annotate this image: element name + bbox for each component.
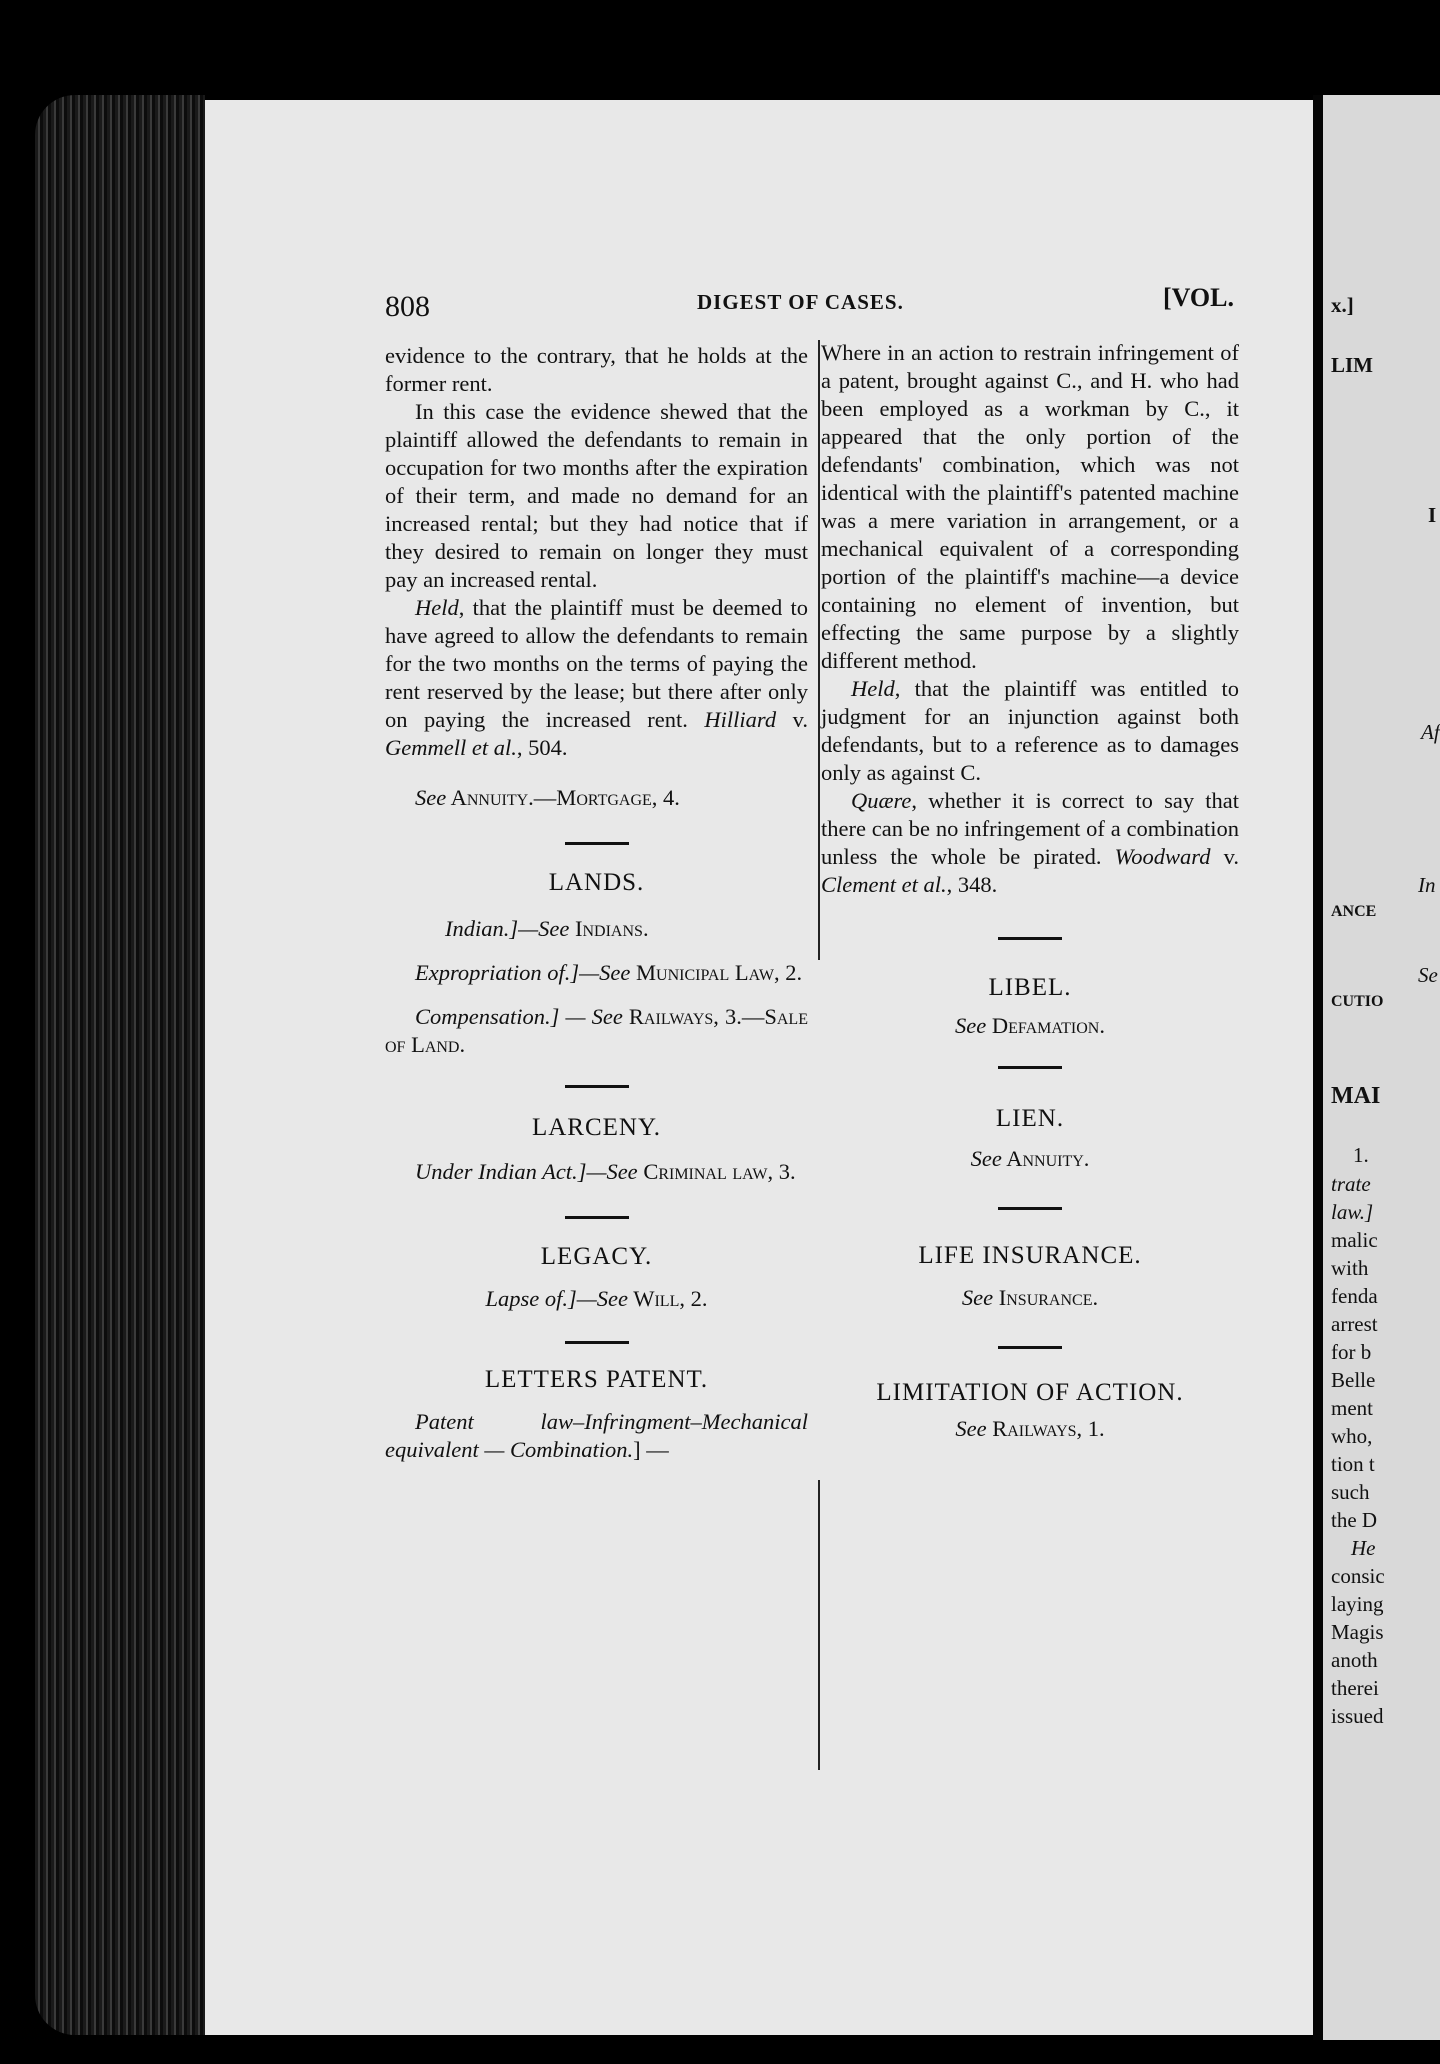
paragraph-text: , that the plaintiff was entitled to judgment for an injunction against both defendants, but to a reference as to damages only as against C. [821, 676, 1239, 785]
see-label: ]—See [577, 1159, 638, 1184]
next-page-text: for b [1331, 1340, 1372, 1364]
next-page-text: I [1428, 503, 1437, 527]
next-page-text: issued [1331, 1704, 1384, 1728]
reference-text: Defamation. [986, 1013, 1105, 1038]
reference-text: Indians. [569, 916, 649, 941]
left-column [385, 342, 808, 1464]
see-label: See [415, 785, 447, 810]
column-divider [818, 340, 820, 960]
next-page-text: tion t [1331, 1452, 1375, 1476]
heading-libel: LIBEL. [988, 974, 1072, 1001]
next-page-text: MAI [1331, 1083, 1381, 1109]
heading-limitation-of-action: LIMITATION OF ACTION. [876, 1379, 1184, 1406]
reference-text: Insurance. [993, 1285, 1099, 1310]
entry-label: Patent law–Infringment–Mechanical equivalent — Combination. [385, 1409, 808, 1462]
next-page-text: x.] [1331, 293, 1354, 317]
next-page-text: anoth [1331, 1648, 1378, 1672]
next-page-text: such [1331, 1480, 1370, 1504]
see-label: See [970, 1146, 1002, 1171]
held-label: Held [851, 676, 895, 701]
book-gutter [1313, 95, 1323, 2040]
next-page-text: Belle [1331, 1368, 1376, 1392]
reference-text: Criminal law, 3. [637, 1159, 796, 1184]
paragraph: evidence to the contrary, that he holds at the former rent. [385, 343, 808, 396]
entry [385, 959, 808, 987]
paragraph [821, 787, 1239, 899]
see-label: ] — See [550, 1004, 623, 1029]
cross-reference [385, 784, 808, 812]
section-rule [565, 1341, 629, 1344]
next-page-text: who, [1331, 1424, 1373, 1448]
case-party: Hilliard [704, 707, 777, 732]
heading-lien: LIEN. [995, 1105, 1065, 1132]
next-page-text: Se [1418, 963, 1438, 987]
next-page-text: fenda [1331, 1284, 1378, 1308]
adjacent-page-fragment [1323, 95, 1440, 2040]
case-party: Clement et al. [821, 872, 947, 897]
reference-text: Will, 2. [628, 1286, 708, 1311]
right-column [821, 339, 1239, 1443]
case-page: , 504. [516, 735, 568, 760]
section-rule [565, 1085, 629, 1088]
next-page-text: He [1351, 1536, 1376, 1560]
section-rule [565, 1216, 629, 1219]
see-label: See [955, 1013, 987, 1038]
next-page-text: ment [1331, 1396, 1373, 1420]
heading-legacy: LEGACY. [540, 1243, 653, 1270]
versus: v. [776, 707, 809, 732]
section-rule [998, 937, 1062, 940]
reference-text: Railways, 3.—Sale of Land. [385, 1004, 808, 1057]
entry [385, 1285, 808, 1313]
see-label: ]—See [568, 1286, 629, 1311]
entry-label: Indian. [445, 916, 510, 941]
entry [385, 1003, 808, 1059]
next-page-text: 1. [1353, 1143, 1369, 1167]
entry-tail: ] — [633, 1437, 669, 1462]
see-label: See [961, 1285, 994, 1310]
quaere-label: Quære [851, 788, 912, 813]
case-party: Woodward [1114, 844, 1211, 869]
paragraph [821, 675, 1239, 787]
heading-lands: LANDS. [548, 869, 645, 896]
entry-label: Compensation. [415, 1004, 551, 1029]
next-page-text: the D [1331, 1508, 1378, 1532]
entry [385, 1408, 808, 1464]
reference-text: Annuity. [1001, 1146, 1090, 1171]
heading-letters-patent: LETTERS PATENT. [484, 1366, 709, 1393]
next-page-text: laying [1331, 1592, 1384, 1616]
next-page-text: Magis [1331, 1620, 1384, 1644]
entry [821, 1284, 1239, 1312]
next-page-text: law.] [1331, 1200, 1374, 1224]
next-page-text: In [1418, 873, 1436, 897]
paragraph-text: , whether it is correct to say that there can be no infringement of a combination unless the whole be pirated. [821, 788, 1239, 869]
reference-text: Annuity.—Mortgage, 4. [446, 785, 680, 810]
next-page-text: LIM [1331, 353, 1373, 377]
paragraph [385, 594, 808, 762]
reference-text: Municipal Law, 2. [630, 960, 803, 985]
entry-label: Expropriation of. [415, 960, 571, 985]
entry [821, 1145, 1239, 1173]
case-party: Gemmell et al. [385, 735, 517, 760]
next-page-text: Af [1421, 720, 1440, 744]
see-label: See [955, 1416, 987, 1441]
entry [385, 1158, 808, 1186]
section-rule [998, 1207, 1062, 1210]
next-page-text: arrest [1331, 1312, 1378, 1336]
column-divider [818, 1480, 820, 1770]
entry [821, 1415, 1239, 1443]
entry [385, 915, 808, 943]
next-page-text: with [1331, 1256, 1369, 1280]
next-page-text: malic [1331, 1228, 1378, 1252]
volume-mark: [VOL. [1163, 283, 1234, 312]
entry [821, 1012, 1239, 1040]
heading-life-insurance: LIFE INSURANCE. [918, 1242, 1142, 1269]
section-rule [998, 1066, 1062, 1069]
paragraph: In this case the evidence shewed that the plaintiff allowed the defendants to remain in occupation for two months after the expiration of their term, and made no demand for an increased rental; but they had notice that if they desired to remain on longer they must pay an increased rental. [385, 399, 808, 592]
running-title: DIGEST OF CASES. [697, 290, 904, 314]
next-page-text: consic [1331, 1564, 1385, 1588]
paragraph-text: , that the plaintiff must be deemed to have agreed to allow the defendants to remain for the two months on the terms of paying the rent reserved by the lease; but there after only on paying the increased rent. [385, 595, 808, 732]
heading-larceny: LARCENY. [531, 1114, 662, 1141]
held-label: Held [415, 595, 459, 620]
case-page: , 348. [946, 872, 998, 897]
next-page-text: ANCE [1331, 903, 1377, 920]
book-page-edges [35, 95, 205, 2035]
see-label: ]—See [509, 916, 570, 941]
next-page-text: CUTIO [1331, 993, 1384, 1010]
next-page-text: trate [1331, 1172, 1371, 1196]
entry-label: Under Indian Act. [415, 1159, 578, 1184]
entry-label: Lapse of. [485, 1286, 569, 1311]
next-page-text: therei [1331, 1676, 1379, 1700]
page-number: 808 [385, 290, 430, 323]
paragraph: Where in an action to restrain infringement of a patent, brought against C., and H. who had been employed as a workman by C., it appeared that the only portion of the defendants' combination, which was not identical with the plaintiff's patented machine was a mere variation in arrangement, or a mechanical equivalent of a corresponding portion of the plaintiff's machine—a device containing no element of invention, but effecting the same purpose by a slightly different method. [821, 340, 1239, 673]
section-rule [998, 1346, 1062, 1349]
versus: v. [1210, 844, 1239, 869]
reference-text: Railways, 1. [986, 1416, 1105, 1441]
see-label: ]—See [570, 960, 631, 985]
section-rule [565, 842, 629, 845]
